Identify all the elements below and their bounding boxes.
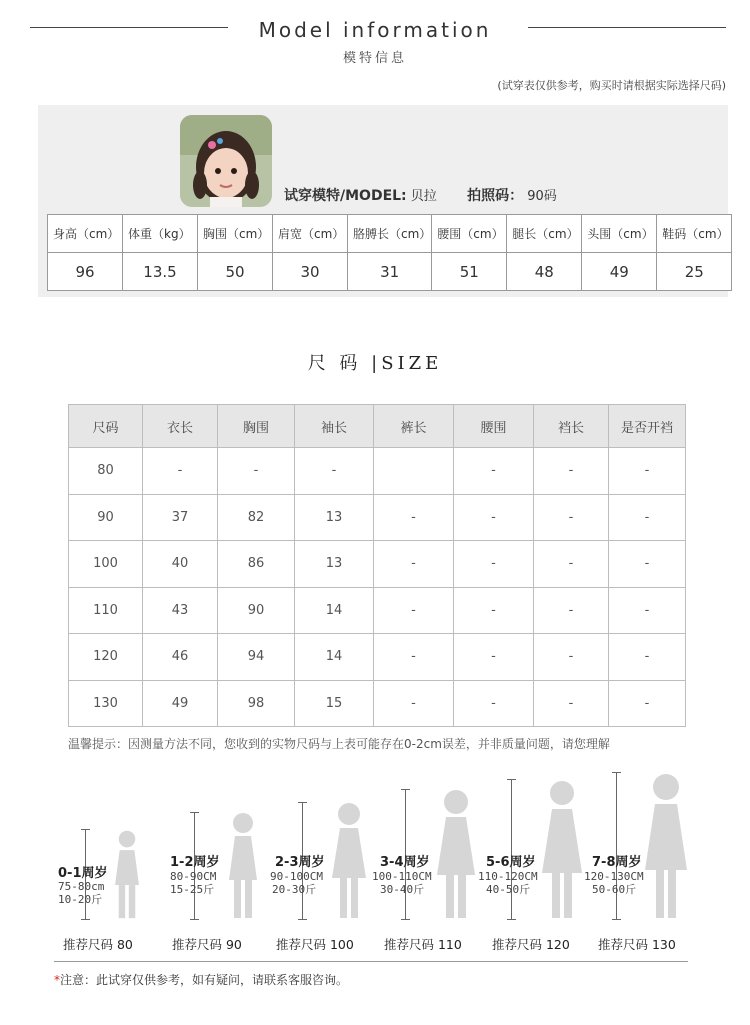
model-label: 试穿模特/MODEL:: [284, 188, 407, 204]
table-cell: 30: [273, 253, 348, 291]
table-cell: -: [609, 448, 686, 495]
size-section-title: 尺 码 |SIZE: [307, 353, 443, 374]
table-cell: 43: [143, 587, 218, 634]
weight-range: 30-40斤: [380, 883, 425, 896]
table-cell: -: [609, 634, 686, 681]
recommend-size: 推荐尺码 90: [172, 937, 242, 952]
child-silhouette-icon: [538, 777, 586, 920]
model-measurement-table: [47, 214, 732, 291]
table-cell: 13: [295, 541, 374, 588]
recommend-size: 推荐尺码 80: [63, 937, 133, 952]
notice-text: 注意：此试穿仅供参考，如有疑问，请联系客服咨询。: [60, 973, 349, 987]
age-label: 3-4周岁: [380, 855, 430, 870]
header-cell: 身高（cm）: [48, 215, 123, 253]
height-range: 75-80cm: [58, 880, 105, 893]
table-cell: 50: [198, 253, 273, 291]
ruler-cap: [612, 919, 621, 920]
size-table: [68, 404, 686, 727]
child-silhouette-icon: [223, 810, 263, 920]
table-cell: 110: [69, 587, 143, 634]
ruler-cap: [190, 919, 199, 920]
height-range: 80-90CM: [170, 870, 217, 883]
table-cell: -: [454, 587, 534, 634]
model-photo: [180, 115, 272, 207]
table-cell: -: [534, 634, 609, 681]
measurement-tip: 温馨提示：因测量方法不同，您收到的实物尺码与上表可能存在0-2cm误差，并非质量问题，请您理解: [68, 737, 610, 751]
table-cell: 100: [69, 541, 143, 588]
table-cell: 25: [657, 253, 732, 291]
header-cell: 腰围: [454, 405, 534, 448]
recommend-size: 推荐尺码 130: [598, 937, 676, 952]
table-cell: -: [609, 587, 686, 634]
height-ruler: [511, 779, 512, 920]
weight-range: 20-30斤: [272, 883, 317, 896]
height-range: 90-100CM: [270, 870, 323, 883]
table-cell: 90: [69, 494, 143, 541]
table-cell: -: [609, 541, 686, 588]
page-subtitle: 模特信息: [342, 51, 407, 66]
table-cell: -: [454, 634, 534, 681]
table-cell: -: [534, 448, 609, 495]
model-info: [284, 185, 557, 205]
weight-range: 15-25斤: [170, 883, 215, 896]
table-cell: -: [454, 494, 534, 541]
photo-size-value: 90码: [527, 189, 557, 204]
header-cell: 裆长: [534, 405, 609, 448]
age-label: 7-8周岁: [592, 855, 642, 870]
table-row: [69, 494, 686, 541]
table-cell: -: [143, 448, 218, 495]
table-cell: -: [534, 680, 609, 727]
fitting-note: (试穿表仅供参考，购买时请根据实际选择尺码): [497, 79, 726, 92]
header-cell: 腿长（cm）: [507, 215, 582, 253]
weight-range: 50-60斤: [592, 883, 637, 896]
table-header-row: [48, 215, 732, 253]
height-range: 100-110CM: [372, 870, 432, 883]
table-cell: -: [454, 680, 534, 727]
table-cell: -: [374, 541, 454, 588]
table-cell: -: [295, 448, 374, 495]
weight-range: 40-50斤: [486, 883, 531, 896]
table-cell: 31: [348, 253, 432, 291]
age-label: 5-6周岁: [486, 855, 536, 870]
page-title: Model information: [258, 18, 492, 42]
table-cell: 120: [69, 634, 143, 681]
child-silhouette-icon: [641, 770, 691, 920]
table-cell: 51: [432, 253, 507, 291]
table-cell: 90: [218, 587, 295, 634]
header-cell: 胳膊长（cm）: [348, 215, 432, 253]
header-cell: 袖长: [295, 405, 374, 448]
table-cell: 37: [143, 494, 218, 541]
table-cell: 14: [295, 587, 374, 634]
header-cell: 尺码: [69, 405, 143, 448]
notice-star: *: [54, 973, 60, 987]
header-cell: 衣长: [143, 405, 218, 448]
table-header-row: [69, 405, 686, 448]
table-cell: 48: [507, 253, 582, 291]
header-cell: 肩宽（cm）: [273, 215, 348, 253]
table-row: [69, 448, 686, 495]
ruler-cap: [401, 789, 410, 790]
ruler-cap: [401, 919, 410, 920]
child-silhouette-icon: [108, 828, 146, 920]
recommend-size: 推荐尺码 120: [492, 937, 570, 952]
child-silhouette-icon: [328, 800, 370, 920]
table-cell: [374, 448, 454, 495]
recommend-size: 推荐尺码 100: [276, 937, 354, 952]
header-cell: 体重（kg）: [123, 215, 198, 253]
ruler-cap: [612, 772, 621, 773]
table-cell: -: [374, 587, 454, 634]
table-cell: -: [454, 448, 534, 495]
ruler-cap: [298, 802, 307, 803]
header-cell: 胸围: [218, 405, 295, 448]
header-cell: 鞋码（cm）: [657, 215, 732, 253]
age-label: 1-2周岁: [170, 855, 220, 870]
table-cell: 40: [143, 541, 218, 588]
table-cell: -: [609, 494, 686, 541]
table-cell: 13: [295, 494, 374, 541]
table-cell: 86: [218, 541, 295, 588]
header-cell: 头围（cm）: [582, 215, 657, 253]
table-row: [69, 634, 686, 681]
table-cell: 49: [143, 680, 218, 727]
header-cell: 腰围（cm）: [432, 215, 507, 253]
table-cell: 96: [48, 253, 123, 291]
table-cell: -: [534, 541, 609, 588]
table-cell: -: [374, 494, 454, 541]
footer-divider: [54, 961, 688, 962]
model-name: 贝拉: [410, 189, 437, 204]
table-row: [48, 253, 732, 291]
table-cell: 13.5: [123, 253, 198, 291]
height-ruler: [616, 772, 617, 920]
table-cell: -: [374, 634, 454, 681]
table-cell: 46: [143, 634, 218, 681]
ruler-cap: [81, 829, 90, 830]
table-row: [69, 587, 686, 634]
header-cell: 裤长: [374, 405, 454, 448]
table-cell: 80: [69, 448, 143, 495]
table-row: [69, 541, 686, 588]
ruler-cap: [298, 919, 307, 920]
ruler-cap: [507, 779, 516, 780]
table-cell: 94: [218, 634, 295, 681]
ruler-cap: [81, 919, 90, 920]
table-cell: -: [218, 448, 295, 495]
weight-range: 10-20斤: [58, 893, 103, 906]
age-label: 2-3周岁: [275, 855, 325, 870]
table-row: [69, 680, 686, 727]
table-cell: 82: [218, 494, 295, 541]
table-cell: -: [534, 494, 609, 541]
table-cell: -: [454, 541, 534, 588]
footer-notice: [54, 971, 348, 988]
height-range: 120-130CM: [584, 870, 644, 883]
height-range: 110-120CM: [478, 870, 538, 883]
table-cell: -: [534, 587, 609, 634]
header-cell: 胸围（cm）: [198, 215, 273, 253]
recommend-size: 推荐尺码 110: [384, 937, 462, 952]
table-cell: 98: [218, 680, 295, 727]
table-cell: 15: [295, 680, 374, 727]
header-cell: 是否开裆: [609, 405, 686, 448]
age-label: 0-1周岁: [58, 866, 108, 881]
table-cell: -: [374, 680, 454, 727]
table-cell: 14: [295, 634, 374, 681]
table-cell: 49: [582, 253, 657, 291]
ruler-cap: [507, 919, 516, 920]
photo-size-label: 拍照码：: [467, 188, 524, 204]
ruler-cap: [190, 812, 199, 813]
table-cell: 130: [69, 680, 143, 727]
child-silhouette-icon: [433, 787, 479, 920]
table-cell: -: [609, 680, 686, 727]
